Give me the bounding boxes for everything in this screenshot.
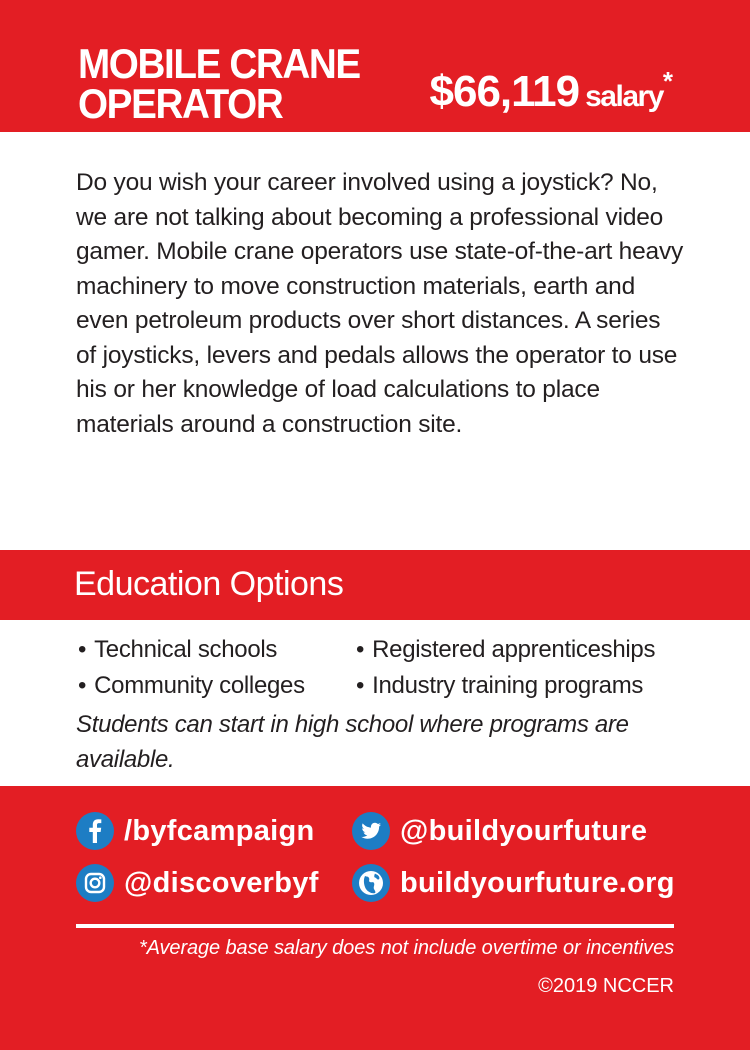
header-band bbox=[0, 0, 750, 132]
salary bbox=[430, 66, 673, 117]
bullet-icon: • bbox=[78, 636, 87, 663]
education-option-label: Registered apprenticeships bbox=[372, 636, 656, 663]
education-option-label: Industry training programs bbox=[372, 672, 644, 699]
instagram-icon bbox=[76, 864, 114, 902]
salary-disclaimer: *Average base salary does not include overtime or incentives bbox=[138, 937, 674, 959]
salary-amount: $66,119 bbox=[429, 67, 580, 116]
education-option-label: Technical schools bbox=[94, 636, 278, 663]
copyright: ©2019 NCCER bbox=[538, 975, 674, 997]
education-options-list bbox=[78, 632, 698, 704]
education-option bbox=[356, 668, 696, 704]
career-title-line2: OPERATOR bbox=[78, 80, 283, 127]
instagram-link[interactable] bbox=[76, 864, 319, 902]
career-description: Do you wish your career involved using a joystick? No, we are not talking about becoming a professional video gamer. Mobile crane operators use state-of-the-art heavy machinery to move construction materials, earth and even petroleum products over short distances. A series of joysticks, levers and pedals allows the operator to use his or her knowledge of load calculations to place materials around a construction site. bbox=[76, 169, 684, 438]
education-option bbox=[356, 632, 696, 668]
salary-asterisk: * bbox=[662, 66, 672, 96]
twitter-icon bbox=[352, 812, 390, 850]
education-note: Students can start in high school where programs are available. bbox=[76, 711, 629, 773]
facebook-link[interactable] bbox=[76, 812, 315, 850]
facebook-handle: /byfcampaign bbox=[124, 814, 315, 847]
bullet-icon: • bbox=[356, 636, 365, 663]
instagram-handle: @discoverbyf bbox=[124, 866, 319, 899]
education-option-label: Community colleges bbox=[94, 672, 305, 699]
bullet-icon: • bbox=[356, 672, 365, 699]
education-option bbox=[78, 632, 356, 668]
salary-label: salary bbox=[585, 80, 663, 113]
career-title-line1: MOBILE CRANE bbox=[78, 40, 360, 87]
website-link[interactable] bbox=[352, 864, 675, 902]
education-title: Education Options bbox=[74, 565, 344, 603]
twitter-handle: @buildyourfuture bbox=[400, 814, 648, 847]
career-title bbox=[78, 40, 360, 127]
twitter-link[interactable] bbox=[352, 812, 647, 850]
facebook-icon bbox=[76, 812, 114, 850]
footer-divider bbox=[76, 924, 674, 928]
website-url: buildyourfuture.org bbox=[400, 866, 675, 899]
globe-icon bbox=[352, 864, 390, 902]
education-option bbox=[78, 668, 356, 704]
bullet-icon: • bbox=[78, 672, 87, 699]
